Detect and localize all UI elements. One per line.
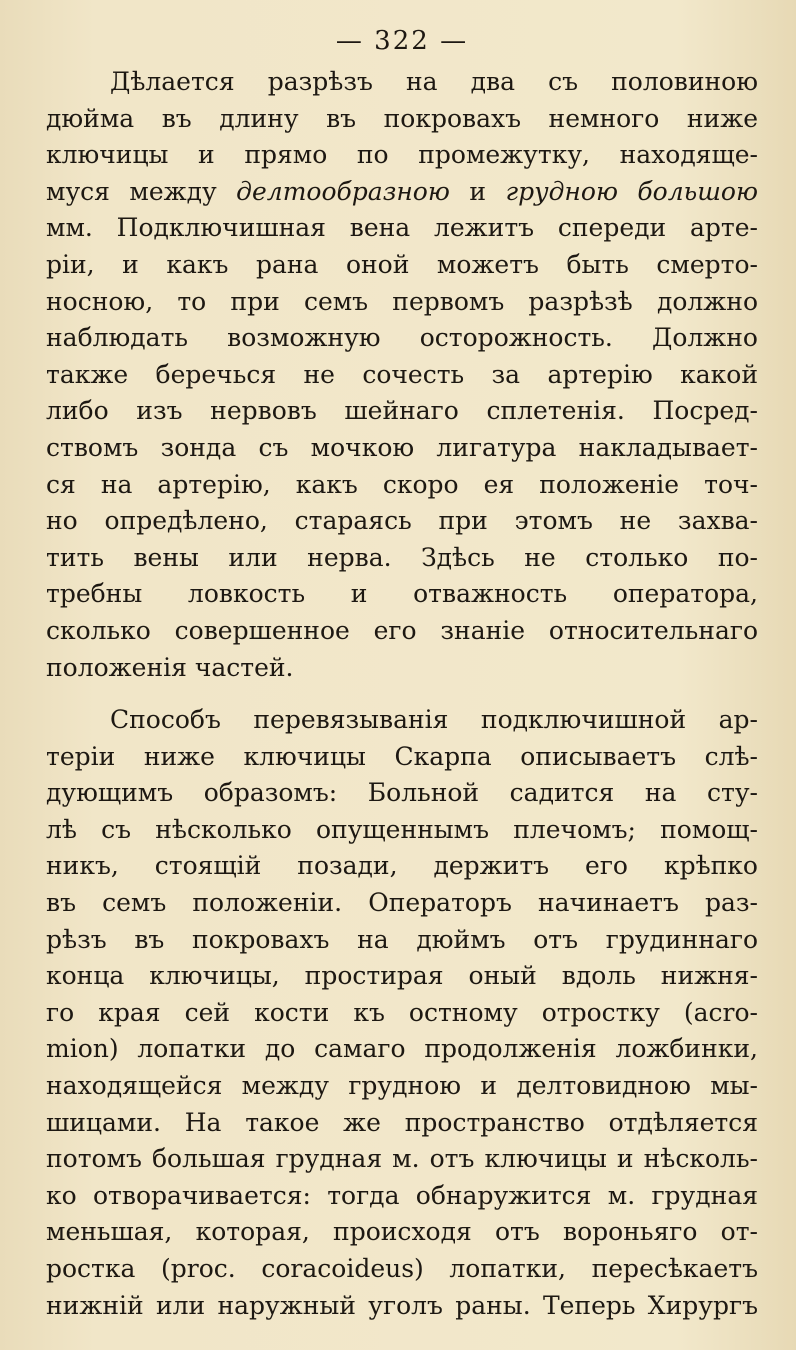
text-line: также беречься не сочесть за артерію какой xyxy=(46,359,758,389)
text-line: наблюдать возможную осторожность. Должно xyxy=(46,323,758,353)
line-text: муся между xyxy=(46,176,237,206)
text-line: нижній или наружный уголъ раны. Теперь Хирургъ xyxy=(46,1290,758,1320)
text-line: Способъ перевязыванія подключишной ар- xyxy=(110,705,758,735)
text-line: рѣзъ въ покровахъ на дюймъ отъ грудиннаго xyxy=(46,924,758,954)
text-line: но опредѣлено, стараясь при этомъ не захва- xyxy=(46,506,758,536)
text-line: меньшая, которая, происходя отъ вороньяго от- xyxy=(46,1217,758,1247)
text-line: мм. Подключишная вена лежитъ спереди арте- xyxy=(46,213,758,243)
text-line: ростка (proc. coracoideus) лопатки, пересѣкаетъ xyxy=(46,1254,758,1283)
text-line: конца ключицы, простирая оный вдоль нижня- xyxy=(46,961,758,991)
text-line: Дѣлается разрѣзъ на два съ половиною xyxy=(110,67,758,96)
text-line: потомъ большая грудная м. отъ ключицы и нѣсколь- xyxy=(46,1144,758,1174)
page-number: — 322 — xyxy=(335,26,469,56)
text-line: сколько совершенное его знаніе относительнаго xyxy=(46,615,758,645)
text-line: ко отворачивается: тогда обнаружится м. грудная xyxy=(46,1180,758,1210)
text-line: ключицы и прямо по промежутку, находяще- xyxy=(46,140,758,170)
text-line: никъ, стоящій позади, держитъ его крѣпко xyxy=(46,851,758,881)
text-line: требны ловкость и отважность оператора, xyxy=(46,579,758,609)
text-line: ріи, и какъ рана оной можетъ быть смертo- xyxy=(46,249,758,279)
text-line: лѣ съ нѣсколько опущеннымъ плечомъ; помощ- xyxy=(46,814,758,844)
text-line-with-italics xyxy=(46,174,758,211)
text-line: либо изъ нервовъ шейнаго сплетенія. Посред- xyxy=(46,396,758,426)
text-line: го края сей кости къ остному отростку (acro- xyxy=(46,997,758,1027)
text-line: ся на артерію, какъ скоро ея положеніе точ- xyxy=(46,469,758,499)
paragraph-1 xyxy=(46,64,758,686)
italic-term: делтообразною xyxy=(236,176,450,206)
text-line: тить вены или нерва. Здѣсь не столько по- xyxy=(46,542,758,572)
text-line: дюйма въ длину въ покровахъ немного ниже xyxy=(46,103,758,133)
paragraph-gap xyxy=(46,686,758,702)
text-line: дующимъ образомъ: Больной садится на сту- xyxy=(46,778,758,808)
text-line: носною, то при семъ первомъ разрѣзѣ должно xyxy=(46,286,758,316)
text-line: теріи ниже ключицы Скарпа описываетъ слѣ- xyxy=(46,741,758,771)
text-line: положенія частей. xyxy=(46,652,294,682)
text-line: шицами. На такое же пространство отдѣляется xyxy=(46,1107,758,1137)
paragraph-2 xyxy=(46,702,758,1324)
italic-term: грудною большою xyxy=(505,176,758,206)
text-line: ствомъ зонда съ мочкою лигатура накладывает- xyxy=(46,432,758,462)
line-text: и xyxy=(449,176,506,206)
text-line: въ семъ положеніи. Операторъ начинаетъ раз- xyxy=(46,888,758,918)
text-line: mion) лопатки до самаго продолженія ложбинки, xyxy=(46,1034,758,1064)
text-line: находящейся между грудною и делтовидною мы- xyxy=(46,1071,758,1101)
